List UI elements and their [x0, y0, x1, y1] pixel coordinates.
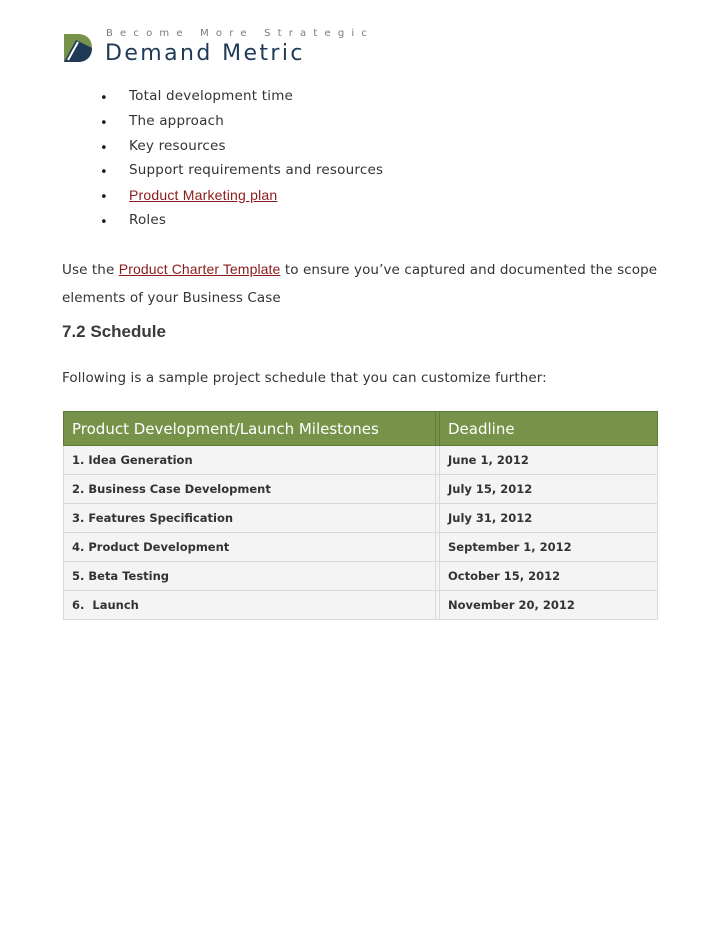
- deadline-cell: July 15, 2012: [440, 475, 658, 504]
- product-marketing-plan-link[interactable]: Product Marketing plan: [129, 187, 278, 204]
- milestone-cell: 3. Features Specification: [64, 504, 436, 533]
- paragraph-text: Use the: [62, 262, 119, 278]
- list-item: [100, 162, 383, 187]
- milestone-cell: 2. Business Case Development: [64, 475, 436, 504]
- list-item: [100, 187, 383, 212]
- bullet-icon: •: [100, 165, 108, 181]
- schedule-table: [63, 411, 658, 620]
- list-item-text: The approach: [129, 112, 224, 129]
- body-paragraph: [62, 255, 714, 312]
- deadline-cell: June 1, 2012: [440, 446, 658, 475]
- paragraph-text: to ensure you’ve captured and documented the scope elements of your Business Case: [62, 262, 658, 306]
- column-header-deadline: Deadline: [440, 412, 658, 446]
- list-item: [100, 113, 383, 138]
- milestone-cell: 4. Product Development: [64, 533, 436, 562]
- list-item-text: Support requirements and resources: [129, 162, 384, 179]
- deadline-cell: July 31, 2012: [440, 504, 658, 533]
- deadline-cell: November 20, 2012: [440, 591, 658, 620]
- table-row: [64, 591, 658, 620]
- list-item: [100, 212, 383, 237]
- deadline-cell: September 1, 2012: [440, 533, 658, 562]
- bullet-icon: •: [100, 190, 108, 206]
- intro-text: Following is a sample project schedule that you can customize further:: [62, 370, 547, 386]
- bullet-icon: •: [100, 115, 108, 131]
- product-charter-template-link[interactable]: Product Charter Template: [118, 261, 281, 277]
- milestone-cell: 6. Launch: [64, 591, 436, 620]
- list-item-text: Key resources: [129, 137, 226, 154]
- bullet-icon: •: [100, 140, 108, 156]
- table-row: [64, 475, 658, 504]
- table-row: [64, 562, 658, 591]
- logo-tagline: Become More Strategic: [106, 28, 375, 39]
- bullet-icon: •: [100, 91, 108, 106]
- bullet-icon: •: [100, 214, 108, 230]
- table-row: [64, 446, 658, 475]
- table-header-row: [64, 412, 658, 446]
- table-row: [64, 504, 658, 533]
- column-header-milestones: Product Development/Launch Milestones: [64, 412, 436, 446]
- deadline-cell: October 15, 2012: [440, 562, 658, 591]
- list-item: [100, 88, 383, 113]
- list-item-text: Roles: [129, 211, 167, 228]
- section-heading: 7.2 Schedule: [62, 322, 166, 341]
- list-item: [100, 138, 383, 163]
- table-row: [64, 533, 658, 562]
- milestone-cell: 5. Beta Testing: [64, 562, 436, 591]
- milestone-cell: 1. Idea Generation: [64, 446, 436, 475]
- bullet-list: [100, 88, 383, 237]
- logo-mark-icon: [62, 30, 94, 66]
- logo-brand: Demand Metric: [105, 41, 305, 66]
- list-item-text: Total development time: [129, 88, 294, 104]
